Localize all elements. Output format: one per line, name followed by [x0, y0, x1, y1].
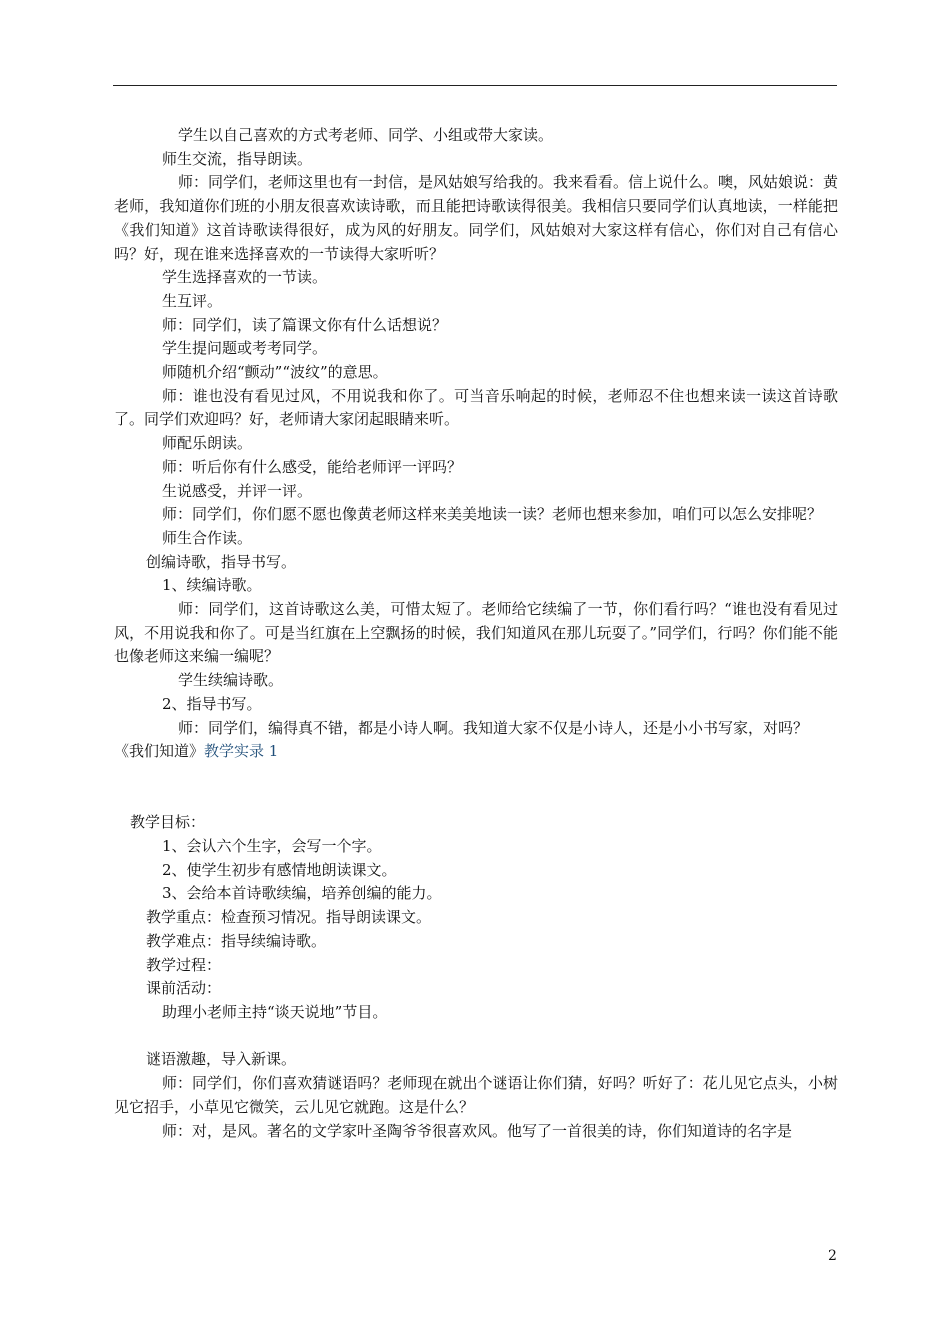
spacer	[114, 764, 838, 811]
paragraph: 学生提问题或考考同学。	[162, 339, 328, 358]
paragraph: 生说感受，并评一评。	[162, 481, 313, 500]
paragraph: 1、续编诗歌。	[162, 576, 262, 595]
section-teaching-goals	[114, 811, 838, 1024]
document-title-line	[114, 740, 838, 764]
paragraph: 学生续编诗歌。	[178, 671, 284, 690]
paragraph: 学生选择喜欢的一节读。	[162, 268, 328, 287]
section-lesson-steps	[114, 124, 838, 740]
paragraph: 3、会给本首诗歌续编，培养创编的能力。	[162, 884, 442, 903]
paragraph: 师生合作读。	[162, 528, 253, 547]
paragraph: 教学难点：指导续编诗歌。	[146, 931, 327, 950]
paragraph: 生互评。	[162, 291, 223, 310]
paragraph: 师生交流，指导朗读。	[162, 149, 313, 168]
paragraph: 教学重点：检查预习情况。指导朗读课文。	[146, 908, 432, 927]
title-book-name: 《我们知道》	[114, 742, 205, 761]
paragraph: 2、使学生初步有感情地朗读课文。	[162, 860, 397, 879]
paragraph: 2、指导书写。	[162, 694, 262, 713]
paragraph: 师配乐朗读。	[162, 434, 253, 453]
paragraph: 助理小老师主持“谈天说地”节目。	[162, 1003, 388, 1021]
paragraph: 教学目标：	[130, 813, 206, 832]
paragraph: 师随机介绍“颤动”“波纹”的意思。	[162, 363, 388, 382]
paragraph: 师：听后你有什么感受，能给老师评一评吗？	[162, 457, 463, 476]
title-link-text: 教学实录 1	[204, 742, 279, 761]
paragraph: 课前活动：	[146, 979, 222, 998]
spacer	[114, 1025, 838, 1049]
paragraph: 师：谁也没有看见过风，不用说我和你了。可当音乐响起的时候，老师忍不住也想来读一读这首诗歌了。同学们欢迎吗？好，老师请大家闭起眼睛来听。	[114, 386, 838, 429]
paragraph: 师：对，是风。著名的文学家叶圣陶爷爷很喜欢风。他写了一首很美的诗，你们知道诗的名字是	[162, 1121, 793, 1140]
paragraph: 1、会认六个生字，会写一个字。	[162, 837, 382, 856]
paragraph: 学生以自己喜欢的方式考老师、同学、小组或带大家读。	[178, 126, 554, 144]
paragraph: 师：同学们，老师这里也有一封信，是风姑娘写给我的。我来看看。信上说什么。噢，风姑娘说：黄老师，我知道你们班的小朋友很喜欢读诗歌，而且能把诗歌读得很美。我相信只要同学们认真地读，一样能把《我们知道》这首诗歌读得很好，成为风的好朋友。同学们，风姑娘对大家这样有信心，你们对自己有信心吗？好，现在谁来选择喜欢的一节读得大家听听？	[114, 173, 839, 263]
paragraph: 谜语激趣，导入新课。	[146, 1050, 297, 1069]
page-number: 2	[828, 1248, 837, 1264]
paragraph: 师：同学们，这首诗歌这么美，可惜太短了。老师给它续编了一节，你们看行吗？“谁也没有看见过风，不用说我和你了。可是当红旗在上空飘扬的时候，我们知道风在那儿玩耍了。”同学们，行吗？你们能不能也像老师这来编一编呢？	[114, 600, 838, 666]
paragraph: 教学过程：	[146, 955, 222, 974]
header-rule	[113, 85, 837, 86]
paragraph: 师：同学们，你们愿不愿也像黄老师这样来美美地读一读？老师也想来参加，咱们可以怎么安排呢？	[162, 505, 823, 524]
paragraph: 师：同学们，你们喜欢猜谜语吗？老师现在就出个谜语让你们猜，好吗？听好了：花儿见它点头，小树见它招手，小草见它微笑，云儿见它就跑。这是什么？	[114, 1074, 838, 1116]
section-introduction	[114, 1048, 838, 1143]
paragraph: 师：同学们，读了篇课文你有什么话想说？	[162, 315, 448, 334]
document-body	[114, 124, 838, 1143]
paragraph: 创编诗歌，指导书写。	[146, 552, 297, 571]
paragraph: 师：同学们，编得真不错，都是小诗人啊。我知道大家不仅是小诗人，还是小小书写家，对吗？	[178, 718, 809, 737]
